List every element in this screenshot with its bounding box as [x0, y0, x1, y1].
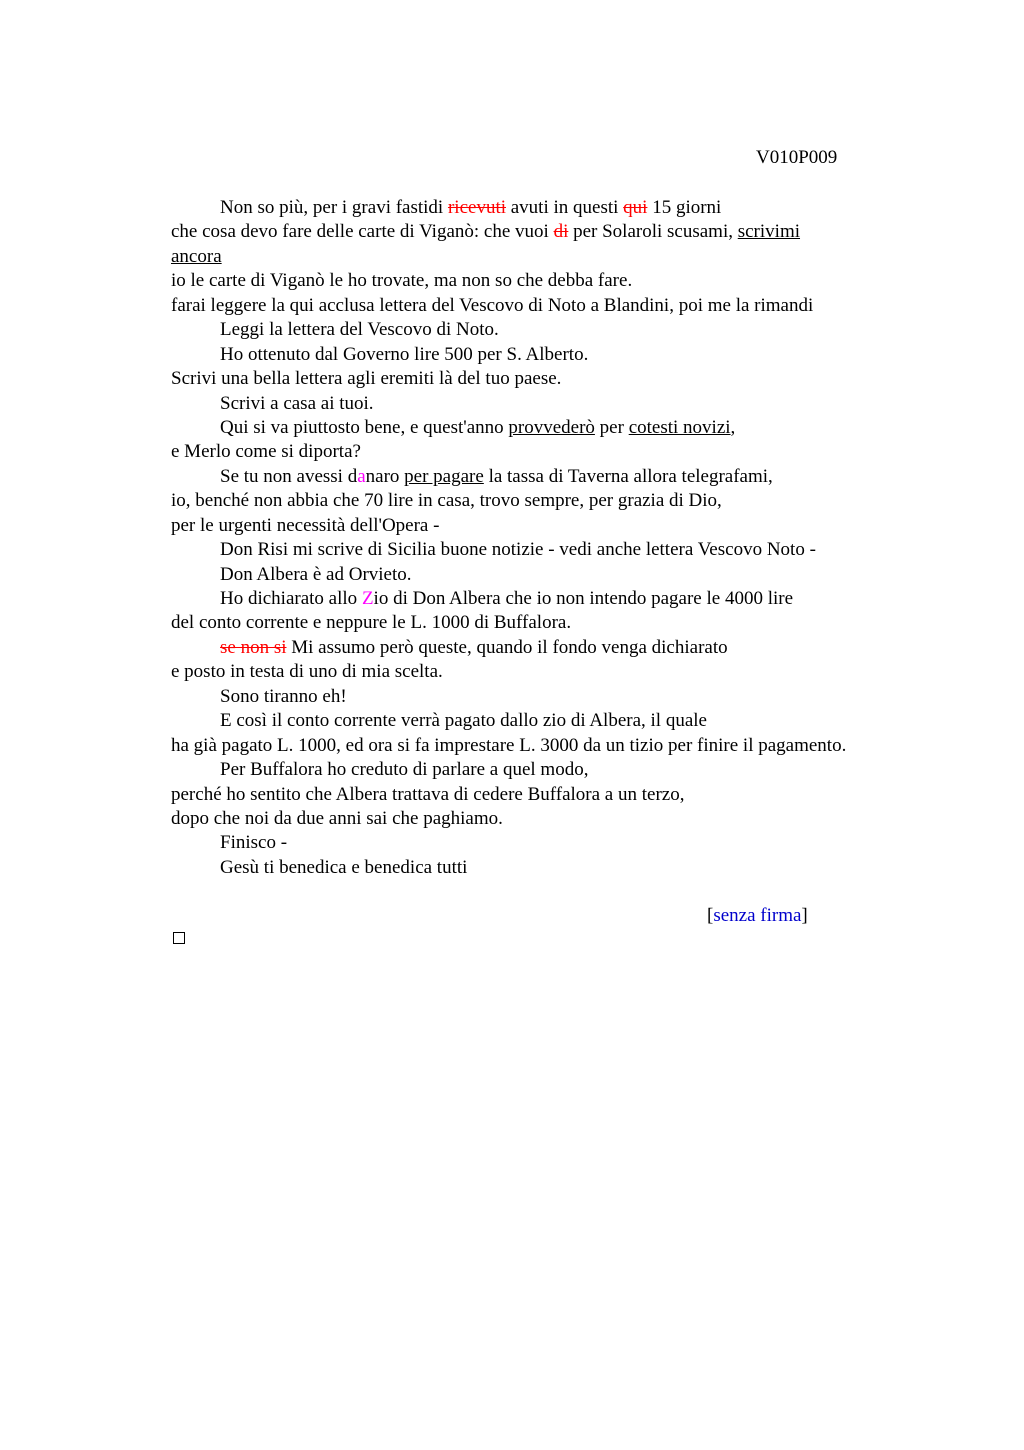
text-line: E così il conto corrente verrà pagato dallo zio di Albera, il quale	[220, 710, 707, 732]
text-line: Se tu non avessi danaro per pagare la tassa di Taverna allora telegrafami,	[220, 465, 773, 487]
underlined-text: cotesti novizi	[628, 416, 731, 438]
letter-body	[171, 196, 931, 880]
deleted-text: qui	[623, 197, 648, 218]
text-line: dopo che noi da due anni sai che paghiamo.	[171, 807, 503, 829]
underlined-text: ancora	[171, 245, 222, 267]
closing-line: Gesù ti benedica e benedica tutti	[220, 856, 468, 878]
text-line: Sono tiranno eh!	[220, 685, 347, 707]
text-line: Non so più, per i gravi fastidi ricevuti avuti in questi qui 15 giorni	[220, 197, 722, 218]
text-line: Ho ottenuto dal Governo lire 500 per S. Alberto.	[220, 343, 589, 365]
deleted-text: ricevuti	[447, 197, 506, 218]
text-line: perché ho sentito che Albera trattava di cedere Buffalora a un terzo,	[171, 783, 685, 805]
text-line: io, benché non abbia che 70 lire in casa, trovo sempre, per grazia di Dio,	[171, 490, 722, 512]
text-line: io le carte di Viganò le ho trovate, ma non so che debba fare.	[171, 270, 633, 292]
underlined-text: scrivimi	[737, 221, 801, 243]
text-line: e Merlo come si diporta?	[171, 441, 361, 463]
text-line: e posto in testa di uno di mia scelta.	[171, 661, 443, 683]
signature-note: [senza firma]	[707, 905, 808, 926]
deleted-text: di	[553, 221, 569, 243]
editorial-note: senza firma	[713, 905, 802, 926]
text-line: Ho dichiarato allo Zio di Don Albera che io non intendo pagare le 4000 lire	[220, 588, 794, 609]
text-line: Finisco -	[220, 832, 288, 854]
text-line: Don Albera è ad Orvieto.	[220, 563, 412, 585]
text-line: Qui si va piuttosto bene, e quest'anno provvederò per cotesti novizi,	[220, 416, 736, 438]
underlined-text: provvederò	[508, 416, 595, 438]
text-line: se non si Mi assumo però queste, quando il fondo venga dichiarato	[220, 636, 728, 658]
text-line: Scrivi a casa ai tuoi.	[220, 392, 374, 414]
text-line: del conto corrente e neppure le L. 1000 di Buffalora.	[171, 612, 572, 634]
end-of-text-box-icon	[173, 932, 185, 944]
text-line: farai leggere la qui acclusa lettera del Vescovo di Noto a Blandini, poi me la rimandi	[171, 294, 814, 316]
page-identifier: V010P009	[756, 147, 838, 168]
text-line: Leggi la lettera del Vescovo di Noto.	[220, 319, 499, 341]
text-line: Don Risi mi scrive di Sicilia buone notizie - vedi anche lettera Vescovo Noto -	[220, 539, 816, 561]
inserted-text: Z	[361, 588, 374, 609]
inserted-text: a	[357, 465, 366, 487]
text-line: Scrivi una bella lettera agli eremiti là del tuo paese.	[171, 368, 562, 390]
text-line	[171, 245, 931, 269]
underlined-text: per pagare	[404, 465, 484, 487]
text-line: per le urgenti necessità dell'Opera -	[171, 514, 440, 536]
text-line: che cosa devo fare delle carte di Viganò: che vuoi di per Solaroli scusami, scrivimi	[171, 221, 801, 243]
text-line: Per Buffalora ho creduto di parlare a quel modo,	[220, 759, 589, 781]
text-line: ha già pagato L. 1000, ed ora si fa imprestare L. 3000 da un tizio per finire il pagamento.	[171, 734, 847, 756]
deleted-text: se non si	[220, 636, 287, 658]
